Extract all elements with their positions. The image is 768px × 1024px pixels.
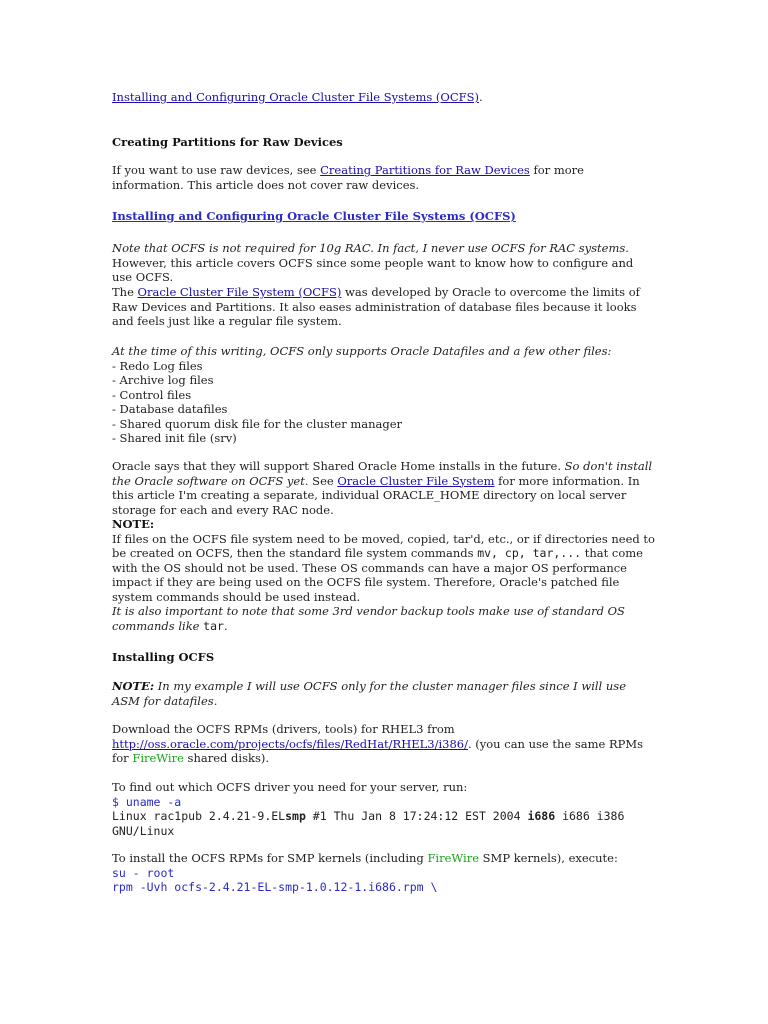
ocfs-section-heading: [112, 209, 657, 224]
note-paragraph-2: It is also important to note that some 3rd vendor backup tools make use of standard OS commands like tar.: [112, 604, 625, 633]
ocfs-note-paragraph: Note that OCFS is not required for 10g RAC. In fact, I never use OCFS for RAC systems. However, this article covers OCFS since some people want to know how to configure and use OCFS.: [112, 241, 634, 284]
raw-devices-link[interactable]: Creating Partitions for Raw Devices: [320, 163, 530, 177]
install-intro: To install the OCFS RPMs for SMP kernels (including FireWire SMP kernels), execute:: [112, 851, 618, 865]
raw-devices-heading: Creating Partitions for Raw Devices: [112, 135, 343, 149]
list-item: - Redo Log files: [112, 358, 203, 373]
installing-note-paragraph: NOTE: In my example I will use OCFS only for the cluster manager files since I will use ASM for datafiles.: [112, 679, 626, 708]
supported-files-block: [112, 344, 657, 446]
note-block: [112, 517, 657, 633]
list-item: - Shared quorum disk file for the cluster manager: [112, 416, 403, 431]
list-item: - Database datafiles: [112, 402, 228, 416]
installing-ocfs-heading: Installing OCFS: [112, 650, 215, 664]
install-block: [112, 851, 657, 895]
supported-files-list: [112, 359, 657, 446]
list-item: - Archive log files: [112, 373, 214, 387]
uname-output: Linux rac1pub 2.4.21-9.ELsmp #1 Thu Jan 8 17:24:12 EST 2004 i686 i686 i386 GNU/Linux: [112, 809, 625, 838]
su-command: su - root: [112, 865, 175, 880]
list-item: - Shared init file (srv): [112, 431, 237, 445]
uname-block: [112, 780, 657, 838]
ocfs-info-link[interactable]: Oracle Cluster File System: [337, 473, 495, 488]
ocfs-heading-link[interactable]: Installing and Configuring Oracle Cluster File Systems (OCFS): [112, 209, 516, 223]
top-link-suffix: .: [478, 90, 483, 104]
shared-home-paragraph: Oracle says that they will support Shared Oracle Home installs in the future. So don't install the Oracle software on OCFS yet. See Oracle Cluster File System for more information. In this article I'm creating a separate, individual ORACLE_HOME directory on local server storage for each and every RAC node.: [112, 459, 653, 517]
raw-devices-paragraph: If you want to use raw devices, see Creating Partitions for Raw Devices for more information. This article does not cover raw devices.: [112, 163, 584, 192]
rpm-command: rpm -Uvh ocfs-2.4.21-EL-smp-1.0.12-1.i686.rpm \: [112, 880, 438, 894]
ocfs-description-link[interactable]: Oracle Cluster File System (OCFS): [137, 285, 342, 299]
note-paragraph-1: If files on the OCFS file system need to be moved, copied, tar'd, etc., or if directories need to be created on OCFS, then the standard file system commands mv, cp, tar,... that come with the OS should not be used. These OS commands can have a major OS performance impact if they are being used on the OCFS file system. Therefore, Oracle's patched file system commands should be used instead.: [112, 531, 655, 604]
find-driver-text: To find out which OCFS driver you need for your server, run:: [112, 780, 468, 794]
uname-command: $ uname -a: [112, 794, 182, 809]
top-link-line: [112, 90, 657, 105]
supported-files-intro: At the time of this writing, OCFS only supports Oracle Datafiles and a few other files:: [112, 344, 612, 358]
ocfs-description-paragraph: The Oracle Cluster File System (OCFS) was developed by Oracle to overcome the limits of Raw Devices and Partitions. It also eases administration of database files because it looks and feels just like a regular file system.: [112, 285, 640, 328]
top-ocfs-link[interactable]: Installing and Configuring Oracle Cluster File Systems (OCFS): [112, 90, 479, 104]
note-label: NOTE:: [112, 517, 155, 531]
download-url-link[interactable]: http://oss.oracle.com/projects/ocfs/files/RedHat/RHEL3/i386/: [112, 736, 468, 751]
list-item: - Control files: [112, 387, 192, 402]
download-paragraph: Download the OCFS RPMs (drivers, tools) for RHEL3 from http://oss.oracle.com/projects/ocfs/files/RedHat/RHEL3/i386/. (you can use the same RPMs for FireWire shared disks).: [112, 722, 644, 765]
